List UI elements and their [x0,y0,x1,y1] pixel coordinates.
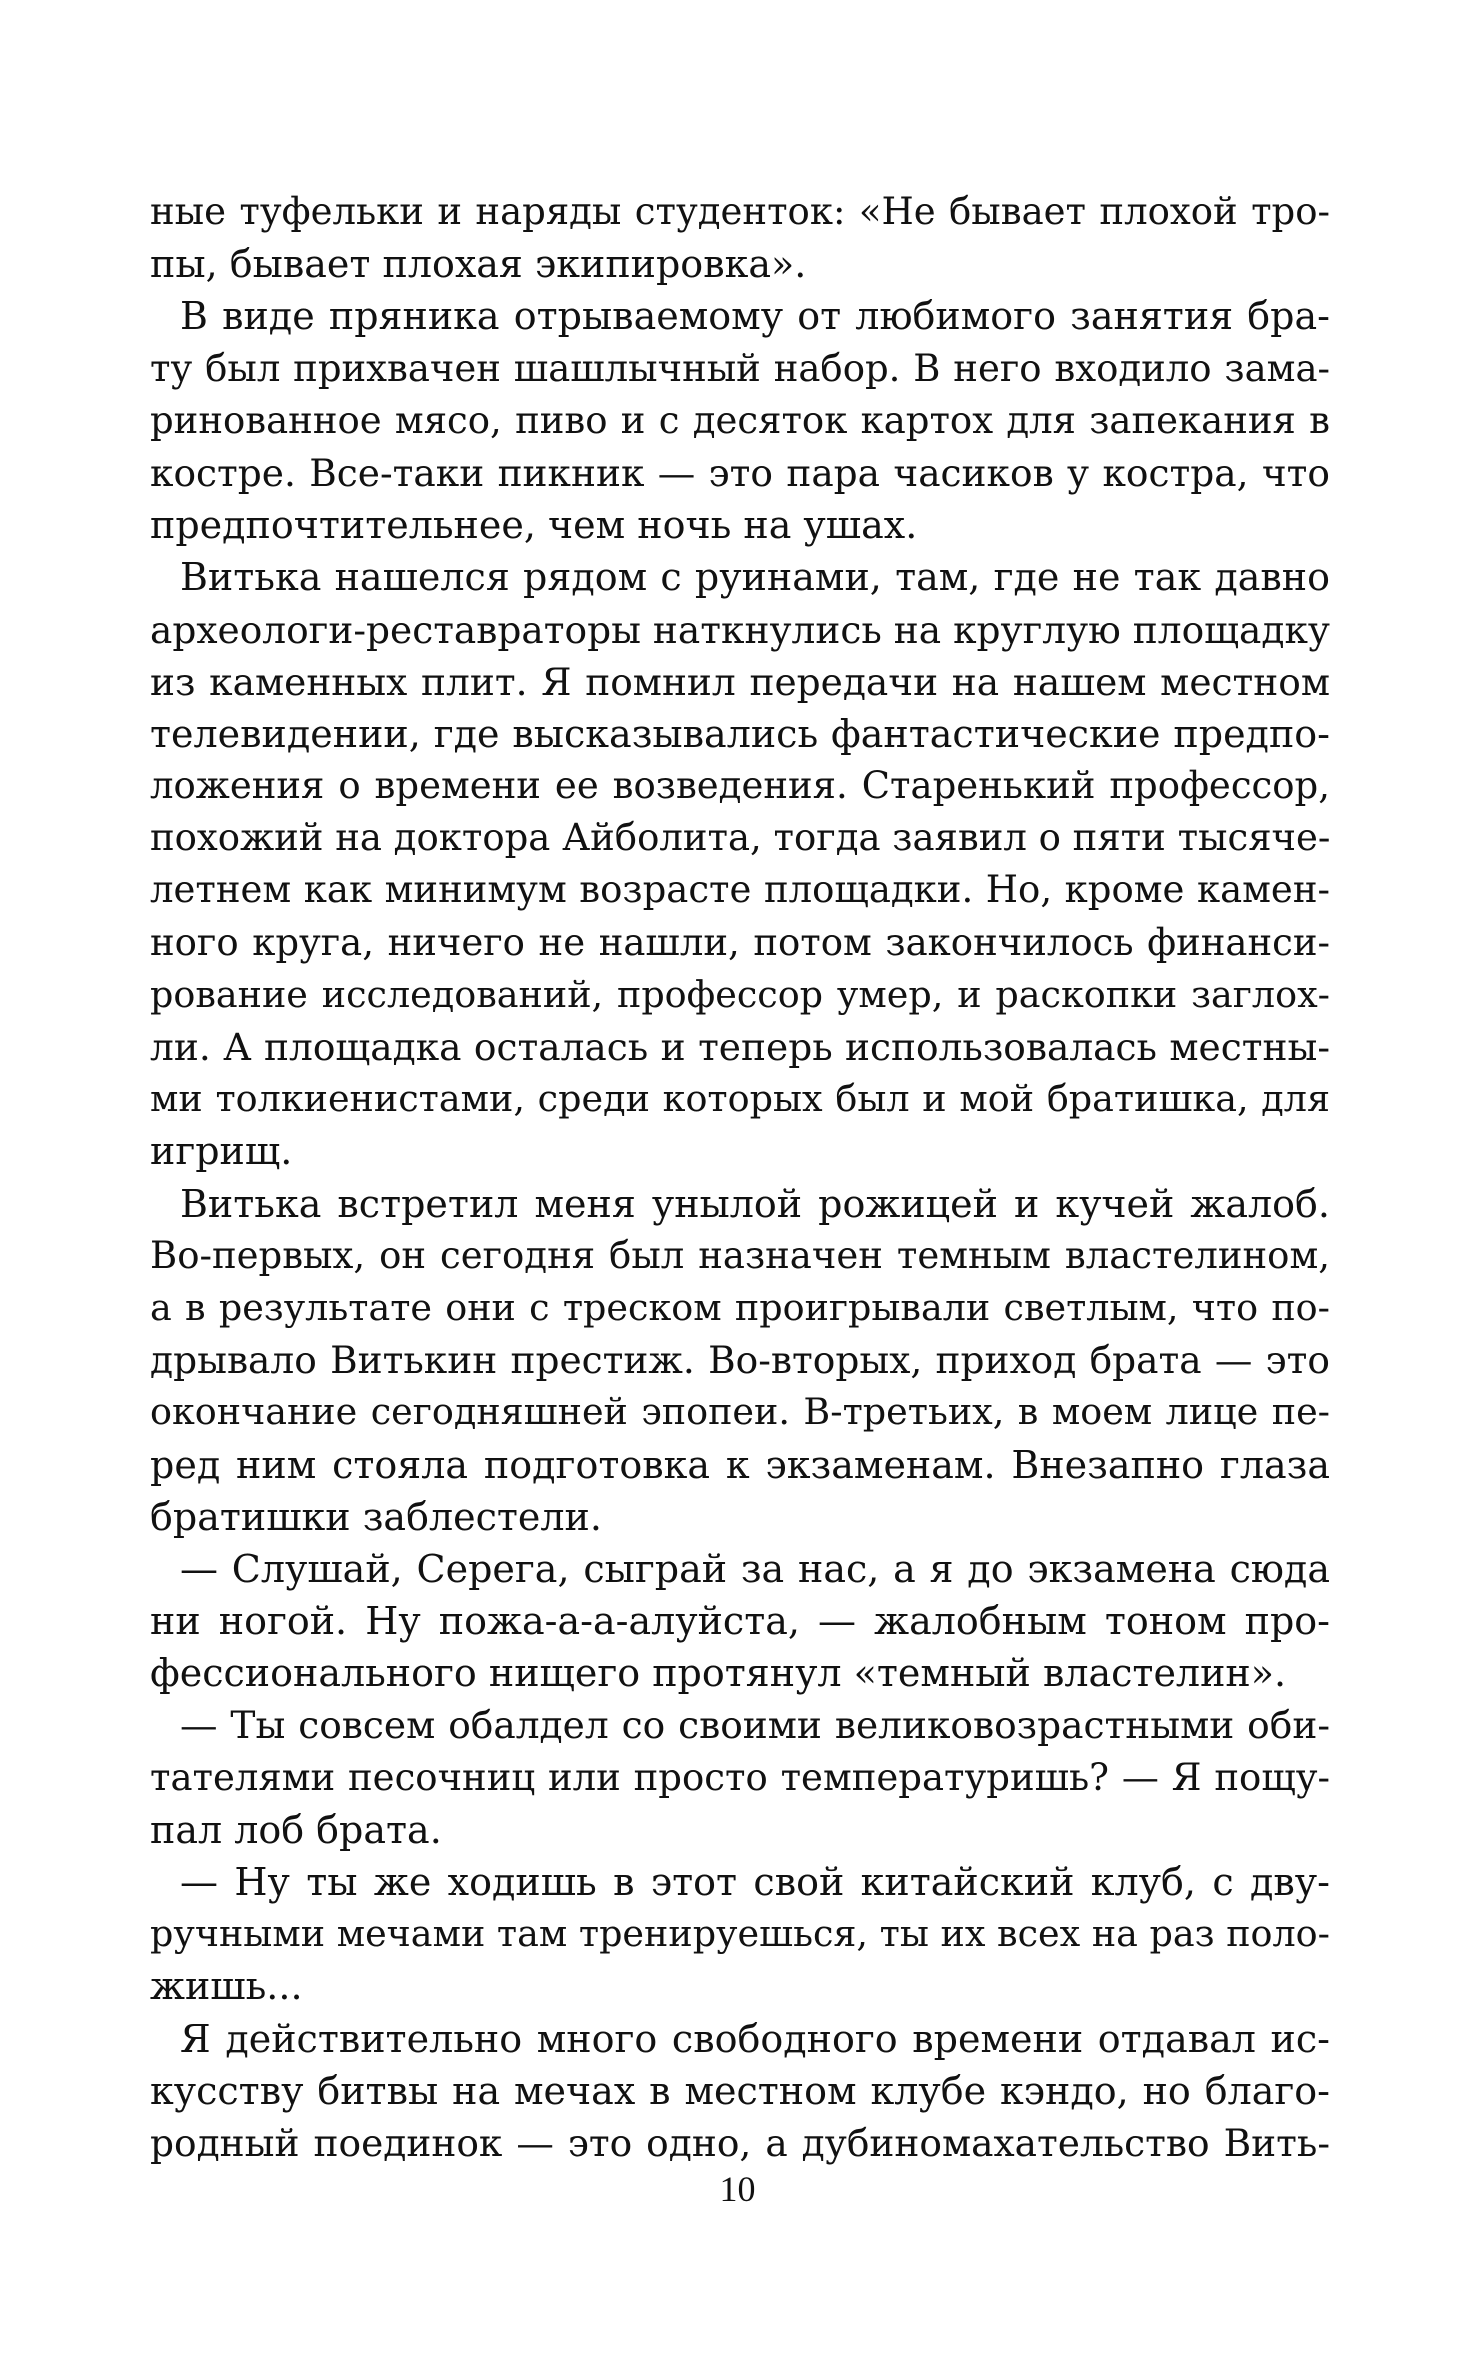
text-line: родный поединок — это одно, а дубиномахательство Вить- [150,2120,1330,2165]
text-line: ручными мечами там тренируешься, ты их всех на раз поло- [150,1912,1330,1956]
text-line: Я действительно много свободного времени отдавал ис- [180,2016,1330,2061]
text-line: Витька нашелся рядом с руинами, там, где не так давно [180,555,1330,600]
page-number: 10 [719,2169,756,2209]
text-line: братишки заблестели. [150,1494,602,1539]
text-line: а в результате они с треском проигрывали светлым, что по- [150,1285,1330,1329]
text-line: ми толкиенистами, среди которых был и мой братишка, для [150,1077,1330,1121]
text-line: ли. А площадка осталась и теперь использовалась местны- [150,1025,1330,1069]
text-line: пал лоб брата. [150,1807,442,1852]
body-text [150,186,1330,2169]
text-line: Витька встретил меня унылой рожицей и кучей жалоб. [180,1181,1330,1226]
text-line: — Ты совсем обалдел со своими великовозрастными оби- [180,1703,1330,1748]
text-line: тателями песочниц или просто температуришь? — Я пощу- [150,1755,1330,1799]
text-line: ложения о времени ее возведения. Старенький профессор, [150,764,1330,808]
text-line: кусству битвы на мечах в местном клубе кэндо, но благо- [150,2068,1330,2113]
text-line: рование исследований, профессор умер, и раскопки заглох- [150,972,1330,1016]
text-line: костре. Все-таки пикник — это пара часиков у костра, что [150,450,1330,495]
text-line: археологи-реставраторы наткнулись на круглую площадку [150,607,1330,652]
text-line: В виде пряника отрываемому от любимого занятия бра- [180,294,1330,339]
text-line: жишь... [150,1964,303,2009]
text-line: — Ну ты же ходишь в этот свой китайский клуб, с дву- [180,1860,1330,1904]
text-line: пы, бывает плохая экипировка». [150,242,807,287]
text-line: из каменных плит. Я помнил передачи на нашем местном [150,659,1330,704]
text-line: предпочтительнее, чем ночь на ушах. [150,503,918,548]
text-line: ринованное мясо, пиво и с десяток картох для запекания в [150,398,1330,442]
text-line: дрывало Витькин престиж. Во-вторых, приход брата — это [150,1338,1330,1383]
text-line: фессионального нищего протянул «темный властелин». [150,1651,1287,1696]
text-line: — Слушай, Серега, сыграй за нас, а я до экзамена сюда [180,1546,1330,1591]
text-line: ного круга, ничего не нашли, потом закончилось финанси- [150,920,1330,964]
text-line: ред ним стояла подготовка к экзаменам. Внезапно глаза [150,1442,1330,1487]
text-line: похожий на доктора Айболита, тогда заявил о пяти тысяче- [150,816,1331,860]
text-line: ные туфельки и наряды студенток: «Не бывает плохой тро- [150,190,1330,233]
text-line: ни ногой. Ну пожа-а-а-алуйста, — жалобным тоном про- [150,1599,1330,1644]
text-line: телевидении, где высказывались фантастические предпо- [150,711,1330,756]
text-line: ту был прихвачен шашлычный набор. В него входило зама- [150,346,1330,390]
text-line: Во-первых, он сегодня был назначен темным властелином, [150,1233,1330,1277]
text-line: окончание сегодняшней эпопеи. В-третьих, в моем лице пе- [150,1390,1330,1434]
text-line: летнем как минимум возрасте площадки. Но, кроме камен- [150,868,1330,912]
text-line: игрищ. [150,1129,293,1174]
